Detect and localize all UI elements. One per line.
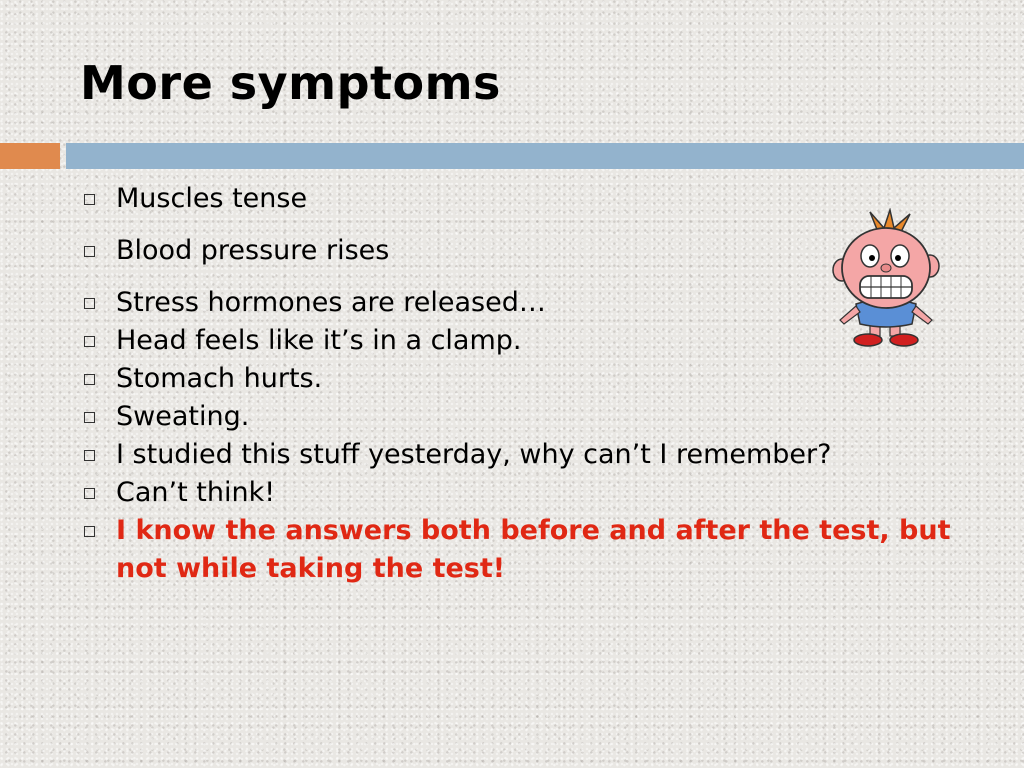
checkbox-bullet-icon [84, 194, 95, 205]
checkbox-bullet-icon [84, 246, 95, 257]
bullet-item [80, 398, 980, 436]
bullet-text: I know the answers both before and after the test, but not while taking the test! [116, 515, 951, 584]
checkbox-bullet-icon [84, 450, 95, 461]
accent-bar-orange [0, 143, 60, 169]
bullet-item [80, 436, 980, 474]
bullet-text: Muscles tense [116, 183, 308, 214]
bullet-item-emphasis [80, 512, 980, 588]
bullet-text: Head feels like it’s in a clamp. [116, 325, 522, 356]
bullet-text: I studied this stuff yesterday, why can’t I remember? [116, 439, 832, 470]
stressed-boy-cartoon-icon [826, 208, 946, 348]
checkbox-bullet-icon [84, 526, 95, 537]
checkbox-bullet-icon [84, 298, 95, 309]
checkbox-bullet-icon [84, 412, 95, 423]
slide-title: More symptoms [80, 56, 501, 110]
bullet-text: Blood pressure rises [116, 235, 390, 266]
bullet-item [80, 474, 980, 512]
checkbox-bullet-icon [84, 374, 95, 385]
bullet-text: Can’t think! [116, 477, 276, 508]
bullet-text: Stress hormones are released… [116, 287, 546, 318]
bullet-text: Sweating. [116, 401, 250, 432]
accent-bar-blue [66, 143, 1024, 169]
bullet-text: Stomach hurts. [116, 363, 323, 394]
checkbox-bullet-icon [84, 488, 95, 499]
bullet-item [80, 360, 980, 398]
checkbox-bullet-icon [84, 336, 95, 347]
